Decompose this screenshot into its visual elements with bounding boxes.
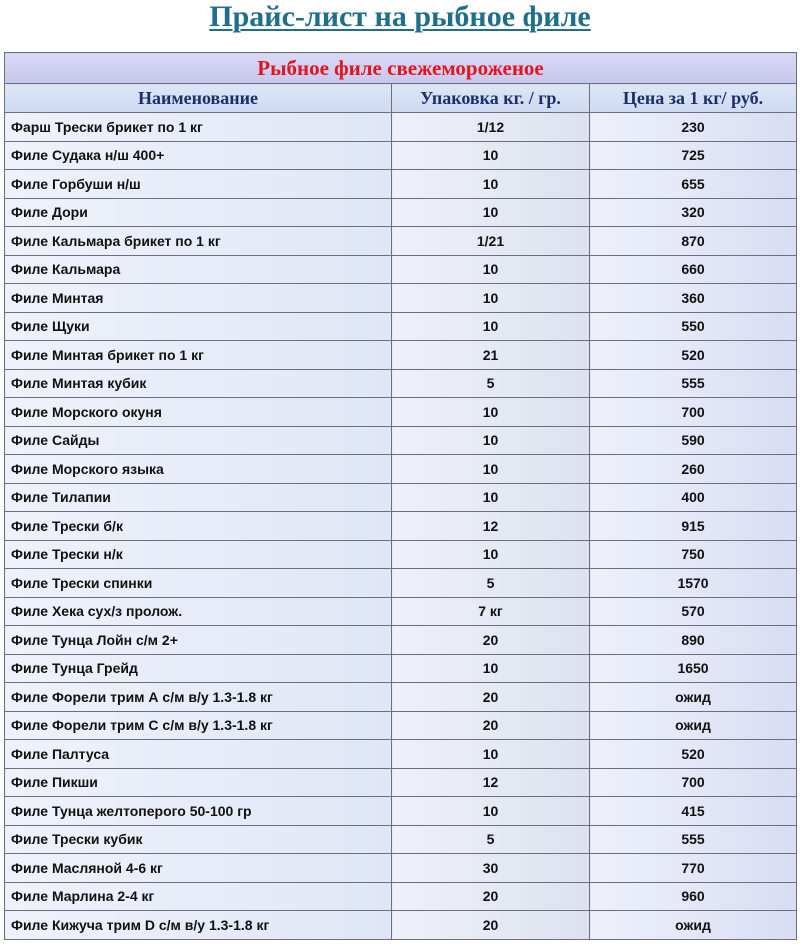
cell-name: Филе Кальмара bbox=[5, 255, 392, 284]
column-header-name: Наименование bbox=[5, 84, 392, 113]
table-row bbox=[5, 227, 797, 256]
cell-name: Филе Трески кубик bbox=[5, 825, 392, 854]
cell-pack: 10 bbox=[392, 141, 590, 170]
table-row bbox=[5, 768, 797, 797]
cell-pack: 30 bbox=[392, 854, 590, 883]
cell-pack: 12 bbox=[392, 512, 590, 541]
cell-price: 770 bbox=[590, 854, 797, 883]
cell-name: Филе Хека сух/з пролож. bbox=[5, 597, 392, 626]
cell-price: 870 bbox=[590, 227, 797, 256]
table-row bbox=[5, 654, 797, 683]
table-row bbox=[5, 483, 797, 512]
table-row bbox=[5, 683, 797, 712]
cell-price: ожид bbox=[590, 683, 797, 712]
cell-pack: 10 bbox=[392, 540, 590, 569]
cell-pack: 20 bbox=[392, 911, 590, 940]
cell-price: 555 bbox=[590, 825, 797, 854]
cell-price: 415 bbox=[590, 797, 797, 826]
cell-name: Филе Трески б/к bbox=[5, 512, 392, 541]
cell-pack: 10 bbox=[392, 483, 590, 512]
cell-pack: 10 bbox=[392, 255, 590, 284]
cell-price: 655 bbox=[590, 170, 797, 199]
cell-price: 555 bbox=[590, 369, 797, 398]
table-row bbox=[5, 540, 797, 569]
cell-price: 320 bbox=[590, 198, 797, 227]
column-header-row bbox=[5, 84, 797, 113]
table-row bbox=[5, 512, 797, 541]
cell-pack: 10 bbox=[392, 455, 590, 484]
table-row bbox=[5, 198, 797, 227]
cell-name: Филе Тунца желтоперого 50-100 гр bbox=[5, 797, 392, 826]
cell-name: Филе Трески спинки bbox=[5, 569, 392, 598]
table-row bbox=[5, 825, 797, 854]
cell-pack: 12 bbox=[392, 768, 590, 797]
cell-price: 260 bbox=[590, 455, 797, 484]
cell-name: Филе Минтая bbox=[5, 284, 392, 313]
cell-price: 230 bbox=[590, 113, 797, 142]
cell-pack: 5 bbox=[392, 825, 590, 854]
cell-pack: 10 bbox=[392, 312, 590, 341]
cell-price: 750 bbox=[590, 540, 797, 569]
cell-price: 960 bbox=[590, 882, 797, 911]
cell-name: Фарш Трески брикет по 1 кг bbox=[5, 113, 392, 142]
cell-price: 700 bbox=[590, 398, 797, 427]
cell-name: Филе Форели трим С с/м в/у 1.3-1.8 кг bbox=[5, 711, 392, 740]
table-row bbox=[5, 369, 797, 398]
cell-name: Филе Морского языка bbox=[5, 455, 392, 484]
cell-pack: 5 bbox=[392, 569, 590, 598]
table-row bbox=[5, 255, 797, 284]
cell-pack: 7 кг bbox=[392, 597, 590, 626]
cell-price: 1570 bbox=[590, 569, 797, 598]
cell-name: Филе Тилапии bbox=[5, 483, 392, 512]
cell-name: Филе Пикши bbox=[5, 768, 392, 797]
cell-name: Филе Минтая кубик bbox=[5, 369, 392, 398]
table-row bbox=[5, 740, 797, 769]
table-row bbox=[5, 797, 797, 826]
cell-name: Филе Щуки bbox=[5, 312, 392, 341]
cell-pack: 10 bbox=[392, 170, 590, 199]
table-row bbox=[5, 882, 797, 911]
cell-pack: 10 bbox=[392, 198, 590, 227]
table-row bbox=[5, 113, 797, 142]
cell-pack: 10 bbox=[392, 426, 590, 455]
cell-name: Филе Тунца Грейд bbox=[5, 654, 392, 683]
cell-name: Филе Сайды bbox=[5, 426, 392, 455]
table-row bbox=[5, 398, 797, 427]
cell-price: ожид bbox=[590, 711, 797, 740]
column-header-pack: Упаковка кг. / гр. bbox=[392, 84, 590, 113]
table-row bbox=[5, 284, 797, 313]
cell-name: Филе Трески н/к bbox=[5, 540, 392, 569]
cell-name: Филе Тунца Лойн с/м 2+ bbox=[5, 626, 392, 655]
cell-pack: 10 bbox=[392, 797, 590, 826]
table-row bbox=[5, 170, 797, 199]
cell-name: Филе Форели трим А с/м в/у 1.3-1.8 кг bbox=[5, 683, 392, 712]
cell-price: 360 bbox=[590, 284, 797, 313]
cell-price: 1650 bbox=[590, 654, 797, 683]
cell-price: 570 bbox=[590, 597, 797, 626]
table-row bbox=[5, 911, 797, 940]
cell-name: Филе Марлина 2-4 кг bbox=[5, 882, 392, 911]
cell-price: ожид bbox=[590, 911, 797, 940]
cell-name: Филе Кальмара брикет по 1 кг bbox=[5, 227, 392, 256]
cell-price: 700 bbox=[590, 768, 797, 797]
table-row bbox=[5, 569, 797, 598]
table-row bbox=[5, 711, 797, 740]
page-title bbox=[0, 0, 800, 48]
cell-pack: 1/12 bbox=[392, 113, 590, 142]
table-body bbox=[5, 113, 797, 940]
cell-price: 660 bbox=[590, 255, 797, 284]
cell-pack: 10 bbox=[392, 398, 590, 427]
cell-price: 890 bbox=[590, 626, 797, 655]
cell-name: Филе Морского окуня bbox=[5, 398, 392, 427]
cell-name: Филе Дори bbox=[5, 198, 392, 227]
table-row bbox=[5, 426, 797, 455]
table-row bbox=[5, 854, 797, 883]
table-row bbox=[5, 626, 797, 655]
cell-name: Филе Судака н/ш 400+ bbox=[5, 141, 392, 170]
cell-pack: 21 bbox=[392, 341, 590, 370]
cell-name: Филе Горбуши н/ш bbox=[5, 170, 392, 199]
cell-price: 400 bbox=[590, 483, 797, 512]
price-table bbox=[4, 52, 797, 940]
cell-name: Филе Масляной 4-6 кг bbox=[5, 854, 392, 883]
page-title-text: Прайс-лист на рыбное филе bbox=[209, 0, 591, 33]
table-row bbox=[5, 597, 797, 626]
cell-price: 550 bbox=[590, 312, 797, 341]
cell-price: 915 bbox=[590, 512, 797, 541]
cell-name: Филе Кижуча трим D с/м в/у 1.3-1.8 кг bbox=[5, 911, 392, 940]
cell-pack: 20 bbox=[392, 683, 590, 712]
cell-name: Филе Палтуса bbox=[5, 740, 392, 769]
cell-price: 520 bbox=[590, 740, 797, 769]
cell-pack: 10 bbox=[392, 740, 590, 769]
cell-pack: 20 bbox=[392, 711, 590, 740]
column-header-price: Цена за 1 кг/ руб. bbox=[590, 84, 797, 113]
cell-pack: 1/21 bbox=[392, 227, 590, 256]
cell-pack: 5 bbox=[392, 369, 590, 398]
table-row bbox=[5, 341, 797, 370]
cell-price: 725 bbox=[590, 141, 797, 170]
table-row bbox=[5, 141, 797, 170]
cell-pack: 20 bbox=[392, 882, 590, 911]
table-row bbox=[5, 455, 797, 484]
cell-price: 520 bbox=[590, 341, 797, 370]
cell-price: 590 bbox=[590, 426, 797, 455]
cell-name: Филе Минтая брикет по 1 кг bbox=[5, 341, 392, 370]
cell-pack: 10 bbox=[392, 284, 590, 313]
table-row bbox=[5, 312, 797, 341]
cell-pack: 10 bbox=[392, 654, 590, 683]
section-title: Рыбное филе свежемороженое bbox=[5, 53, 797, 84]
section-header-row bbox=[5, 53, 797, 84]
cell-pack: 20 bbox=[392, 626, 590, 655]
